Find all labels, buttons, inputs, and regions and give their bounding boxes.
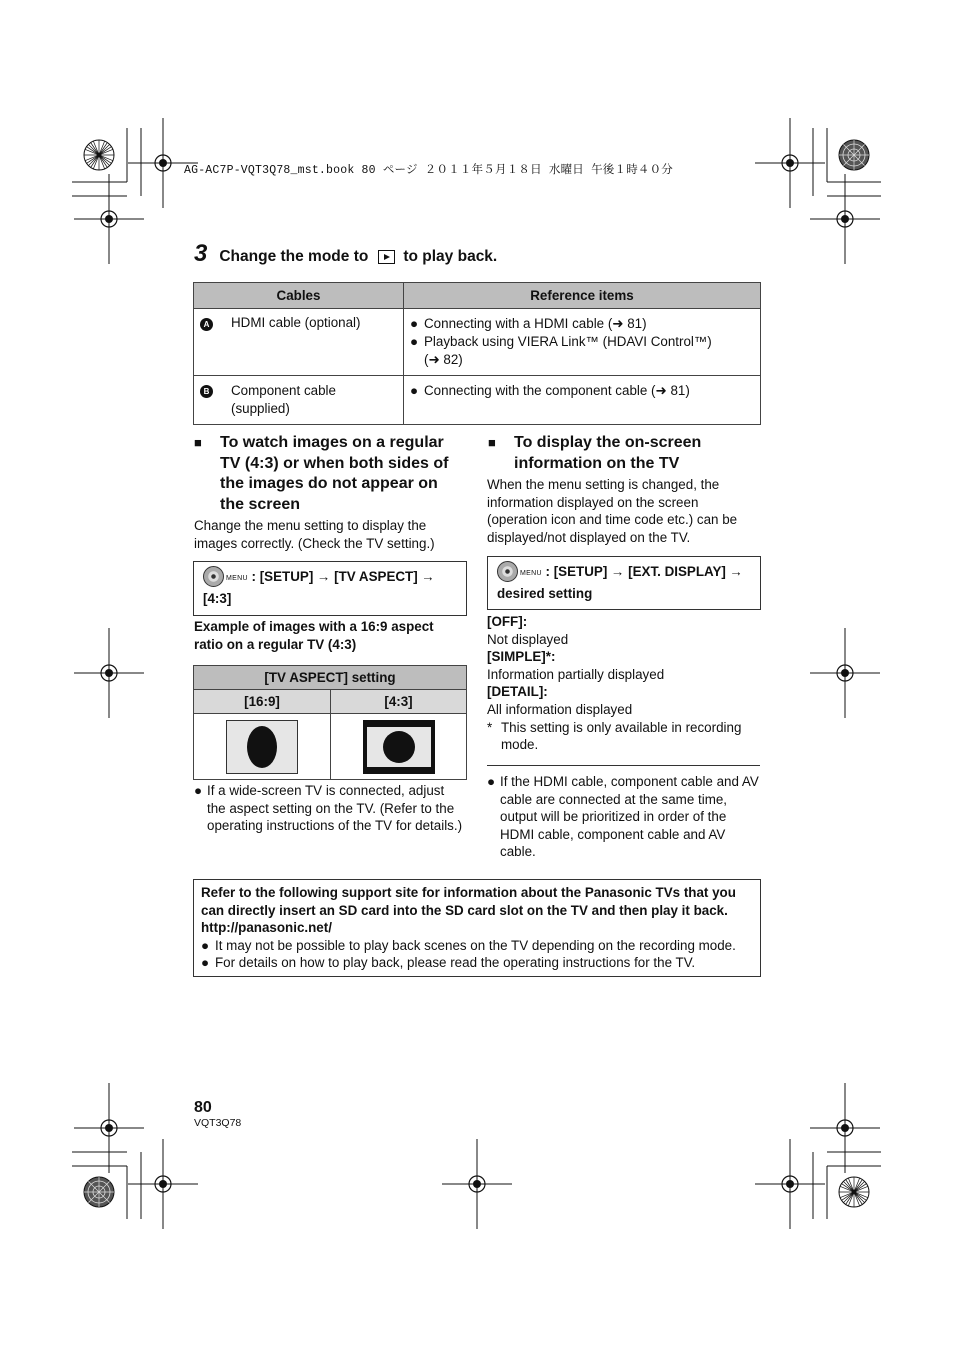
left-intro: Change the menu setting to display the images correctly. (Check the TV setting.)	[194, 518, 435, 551]
step-text-before: Change the mode to	[219, 248, 369, 265]
list-item: ● It may not be possible to play back scenes on the TV depending on the recording mode.	[201, 937, 736, 953]
aspect-col-169: [16:9]	[194, 690, 331, 714]
table-row	[194, 376, 761, 425]
menu-disc-icon	[497, 561, 518, 582]
right-note: ● If the HDMI cable, component cable and AV cable are connected at the same time, output will be prioritized in order of the HDMI cable, component cable and AV cable.	[487, 774, 759, 860]
stretched-image-icon	[226, 720, 298, 774]
option-name: [OFF]:	[487, 614, 528, 629]
left-note: ● If a wide-screen TV is connected, adjust the aspect setting on the TV. (Refer to the operating instructions of the TV for details.)	[194, 783, 463, 834]
list-item: ● Connecting with a HDMI cable (➜ 81)	[410, 316, 647, 331]
step-text-after: to play back.	[403, 248, 498, 265]
menu-path-text: : [SETUP] → [TV ASPECT] → [4:3]	[203, 569, 435, 606]
cable-name: Component cable (supplied)	[231, 383, 336, 416]
footnote: * This setting is only available in recording mode.	[487, 719, 742, 753]
table-row	[194, 309, 761, 376]
option-name: [SIMPLE]*:	[487, 649, 556, 665]
badge-a-icon: A	[200, 318, 213, 331]
tv-aspect-table	[193, 665, 467, 780]
support-url: http://panasonic.net/	[201, 920, 332, 936]
doc-code: VQT3Q78	[194, 1117, 242, 1129]
notebox-text: Refer to the following support site for information about the Panasonic TVs that you can directly insert an SD card into the SD card slot on the TV and then play it back.	[201, 885, 736, 918]
step-heading	[194, 242, 497, 266]
menu-label: MENU	[520, 570, 542, 577]
column-header-cables: Cables	[194, 283, 404, 309]
list-item: ● For details on how to play back, please read the operating instructions for the TV.	[201, 955, 696, 971]
option-name: [DETAIL]:	[487, 684, 548, 700]
letterbox-image-icon	[363, 720, 435, 774]
menu-path-text: : [SETUP] → [EXT. DISPLAY] → desired setting	[497, 564, 743, 601]
right-intro: When the menu setting is changed, the information displayed on the screen (operation icon and time code etc.) can be displayed/not displayed on the TV.	[487, 477, 738, 545]
option-desc: Information partially displayed	[487, 666, 665, 682]
menu-path-ext-display	[487, 556, 761, 610]
list-item: ● Playback using VIERA Link™ (HDAVI Control™) (➜ 82)	[410, 334, 712, 367]
display-options	[487, 613, 759, 754]
square-bullet-icon: ■	[488, 435, 496, 450]
menu-path-tv-aspect	[193, 561, 467, 616]
example-title: Example of images with a 16:9 aspect ratio on a regular TV (4:3)	[194, 619, 434, 652]
menu-disc-icon	[203, 566, 224, 587]
aspect-table-header: [TV ASPECT] setting	[194, 666, 467, 690]
list-item: ● Connecting with the component cable (➜ 81)	[410, 383, 690, 398]
support-notebox	[193, 879, 761, 977]
menu-label: MENU	[226, 575, 248, 582]
divider	[487, 765, 760, 766]
square-bullet-icon: ■	[194, 435, 202, 450]
right-section-title: ■ To display the on-screen information on the TV	[488, 433, 760, 474]
aspect-col-43: [4:3]	[331, 690, 467, 714]
cables-table	[193, 282, 761, 425]
column-header-reference: Reference items	[404, 283, 761, 309]
option-desc: All information displayed	[487, 701, 633, 717]
play-icon	[378, 250, 395, 264]
badge-b-icon: B	[200, 385, 213, 398]
option-desc: Not displayed	[487, 631, 569, 647]
left-section-title: ■ To watch images on a regular TV (4:3) or when both sides of the images do not appear on the screen	[194, 433, 466, 515]
table-header-row	[194, 283, 761, 309]
print-header: AG-AC7P-VQT3Q78_mst.book 80 ページ ２０１１年５月１８日 水曜日 午後１時４０分	[184, 164, 674, 177]
step-number: 3	[194, 240, 208, 267]
cable-name: HDMI cable (optional)	[231, 315, 361, 330]
page-number: 80	[194, 1099, 212, 1116]
